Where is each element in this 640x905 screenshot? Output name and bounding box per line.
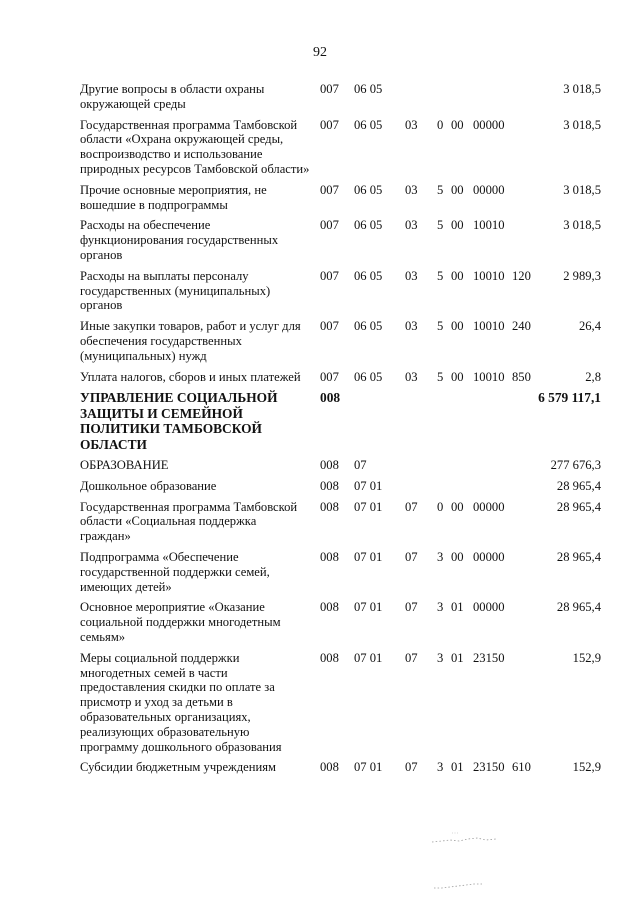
scan-noise-icon xyxy=(432,880,484,892)
row-amount xyxy=(538,390,601,406)
row-expense-code: 00000 xyxy=(473,117,505,132)
row-ministry-code: 007 xyxy=(320,369,339,384)
row-activity-code: 01 xyxy=(451,600,464,615)
row-name: Дошкольное образование xyxy=(80,478,217,493)
row-program-code: 03 xyxy=(405,319,418,334)
row-section-code: 07 01 xyxy=(354,760,383,775)
row-amount-value: 28 965,4 xyxy=(556,478,601,493)
row-section-code: 07 01 xyxy=(354,650,383,665)
row-subprogram-code: 5 xyxy=(437,369,444,384)
row-amount xyxy=(553,651,601,666)
row-ministry-code: 007 xyxy=(320,218,339,233)
row-expense-code: 10010 xyxy=(473,218,505,233)
row-amount-value: 3 018,5 xyxy=(563,82,601,96)
row-name: ОБРАЗОВАНИЕ xyxy=(80,457,169,472)
row-expense-code: 00000 xyxy=(473,182,505,197)
row-ministry-code: 008 xyxy=(320,650,339,665)
faint-scan-mark-bottom xyxy=(432,880,484,892)
row-subprogram-code: 3 xyxy=(437,600,444,615)
row-name: Расходы на выплаты персоналу государственных (муниципальных) органов xyxy=(80,268,271,313)
row-name: Прочие основные мероприятия, не вошедшие в подпрограммы xyxy=(80,182,267,212)
row-name: Подпрограмма «Обеспечение государственной поддержки семей, имеющих детей» xyxy=(80,549,270,594)
row-section-code: 06 05 xyxy=(354,369,383,384)
row-name: Иные закупки товаров, работ и услуг для обеспечения государственных (муниципальных) нужд xyxy=(80,319,301,363)
row-section-code: 06 05 xyxy=(354,117,383,132)
budget-row xyxy=(80,458,601,473)
row-program-code: 07 xyxy=(405,499,418,514)
row-amount xyxy=(553,479,601,494)
row-amount-value: 28 965,4 xyxy=(556,600,601,615)
budget-row xyxy=(80,218,601,262)
scan-noise-icon xyxy=(430,830,500,848)
row-amount xyxy=(550,457,601,473)
row-program-code: 03 xyxy=(405,182,418,197)
row-expense-type-code: 610 xyxy=(512,760,531,775)
row-ministry-code: 008 xyxy=(320,499,339,514)
row-ministry-code: 008 xyxy=(320,390,341,406)
row-subprogram-code: 5 xyxy=(437,182,444,197)
row-subprogram-code: 0 xyxy=(437,117,444,132)
row-ministry-code: 008 xyxy=(320,478,339,493)
row-subprogram-code: 5 xyxy=(437,319,444,334)
row-program-code: 03 xyxy=(405,268,418,283)
row-amount-value: 3 018,5 xyxy=(563,117,601,132)
row-name: Государственная программа Тамбовской области «Охрана окружающей среды, воспроизводство и использование природных ресурсов Тамбовской области» xyxy=(80,117,310,176)
row-amount-value: 3 018,5 xyxy=(563,218,601,233)
row-section-code: 06 05 xyxy=(354,218,383,233)
row-section-code: 06 05 xyxy=(354,182,383,197)
row-amount xyxy=(553,370,601,385)
row-expense-code: 23150 xyxy=(473,760,505,775)
row-amount xyxy=(553,218,601,233)
row-program-code: 07 xyxy=(405,549,418,564)
row-section-code: 07 01 xyxy=(354,549,383,564)
row-ministry-code: 008 xyxy=(320,760,339,775)
budget-row xyxy=(80,269,601,313)
row-activity-code: 01 xyxy=(451,650,464,665)
row-section-code: 07 xyxy=(354,457,367,472)
row-name: Другие вопросы в области охраны окружающей среды xyxy=(80,82,265,111)
row-subprogram-code: 5 xyxy=(437,218,444,233)
row-program-code: 07 xyxy=(405,760,418,775)
row-name: Основное мероприятие «Оказание социальной поддержки многодетным семьям» xyxy=(80,600,281,644)
row-subprogram-code: 0 xyxy=(437,499,444,514)
row-ministry-code: 008 xyxy=(320,549,339,564)
row-name: Государственная программа Тамбовской области «Социальная поддержка граждан» xyxy=(80,499,298,544)
row-ministry-code: 007 xyxy=(320,182,339,197)
row-amount-value: 152,9 xyxy=(572,650,601,665)
row-subprogram-code: 3 xyxy=(437,760,444,775)
row-amount-value: 6 579 117,1 xyxy=(538,390,601,406)
row-amount-value: 2,8 xyxy=(585,369,601,384)
row-activity-code: 00 xyxy=(451,182,464,197)
row-ministry-code: 007 xyxy=(320,319,339,334)
row-expense-code: 10010 xyxy=(473,319,505,334)
row-program-code: 03 xyxy=(405,117,418,132)
row-section-code: 06 05 xyxy=(354,319,383,334)
row-amount xyxy=(553,118,601,133)
row-subprogram-code: 3 xyxy=(437,549,444,564)
row-ministry-code: 008 xyxy=(320,457,339,472)
row-section-code: 06 05 xyxy=(354,268,383,283)
budget-row xyxy=(80,183,601,213)
row-name: УПРАВЛЕНИЕ СОЦИАЛЬНОЙ ЗАЩИТЫ И СЕМЕЙНОЙ ПОЛИТИКИ ТАМБОВСКОЙ ОБЛАСТИ xyxy=(80,390,278,452)
budget-table xyxy=(80,82,601,781)
budget-row xyxy=(80,760,601,775)
budget-row xyxy=(80,651,601,755)
faint-scan-mark-top xyxy=(430,830,500,848)
row-section-code: 06 05 xyxy=(354,82,383,96)
row-amount-value: 28 965,4 xyxy=(556,549,601,564)
row-program-code: 03 xyxy=(405,218,418,233)
row-expense-type-code: 120 xyxy=(512,268,531,283)
row-name: Субсидии бюджетным учреждениям xyxy=(80,760,276,775)
budget-row xyxy=(80,550,601,594)
budget-row xyxy=(80,319,601,363)
budget-row xyxy=(80,82,601,112)
row-program-code: 07 xyxy=(405,650,418,665)
row-amount xyxy=(553,500,601,515)
row-ministry-code: 008 xyxy=(320,600,339,615)
page-number: 92 xyxy=(313,45,327,60)
row-name: Уплата налогов, сборов и иных платежей xyxy=(80,369,301,384)
budget-row xyxy=(80,390,601,452)
row-activity-code: 00 xyxy=(451,319,464,334)
row-amount-value: 28 965,4 xyxy=(556,499,601,514)
row-amount xyxy=(553,82,601,97)
budget-row xyxy=(80,370,601,385)
row-amount xyxy=(553,319,601,334)
row-program-code: 07 xyxy=(405,600,418,615)
row-expense-code: 00000 xyxy=(473,600,505,615)
row-program-code: 03 xyxy=(405,369,418,384)
row-ministry-code: 007 xyxy=(320,82,339,96)
row-amount-value: 152,9 xyxy=(572,760,601,775)
row-activity-code: 00 xyxy=(451,268,464,283)
row-expense-type-code: 240 xyxy=(512,319,531,334)
row-activity-code: 00 xyxy=(451,499,464,514)
budget-row xyxy=(80,600,601,644)
row-ministry-code: 007 xyxy=(320,117,339,132)
budget-row xyxy=(80,500,601,544)
row-activity-code: 00 xyxy=(451,218,464,233)
row-amount-value: 2 989,3 xyxy=(563,268,601,283)
row-subprogram-code: 5 xyxy=(437,268,444,283)
row-expense-code: 00000 xyxy=(473,499,505,514)
row-amount-value: 277 676,3 xyxy=(550,457,601,472)
row-amount xyxy=(553,269,601,284)
row-amount xyxy=(553,183,601,198)
row-expense-code: 10010 xyxy=(473,268,505,283)
row-section-code: 07 01 xyxy=(354,499,383,514)
row-amount xyxy=(553,600,601,615)
row-amount-value: 26,4 xyxy=(578,319,601,334)
budget-row xyxy=(80,118,601,177)
row-amount-value: 3 018,5 xyxy=(563,182,601,197)
row-expense-code: 23150 xyxy=(473,650,505,665)
row-activity-code: 01 xyxy=(451,760,464,775)
row-section-code: 07 01 xyxy=(354,600,383,615)
budget-row xyxy=(80,479,601,494)
row-expense-code: 10010 xyxy=(473,369,505,384)
row-activity-code: 00 xyxy=(451,117,464,132)
row-section-code: 07 01 xyxy=(354,478,383,493)
row-name: Расходы на обеспечение функционирования государственных органов xyxy=(80,218,279,262)
row-subprogram-code: 3 xyxy=(437,650,444,665)
row-activity-code: 00 xyxy=(451,549,464,564)
row-activity-code: 00 xyxy=(451,369,464,384)
row-expense-code: 00000 xyxy=(473,549,505,564)
row-amount xyxy=(553,760,601,775)
row-name: Меры социальной поддержки многодетных семей в части предоставления скидки по оплате за присмотр и уход за детьми в образовательных организациях, реализующих образовательную программу дошкольного образования xyxy=(80,650,282,754)
row-ministry-code: 007 xyxy=(320,268,339,283)
row-amount xyxy=(553,550,601,565)
row-expense-type-code: 850 xyxy=(512,369,531,384)
